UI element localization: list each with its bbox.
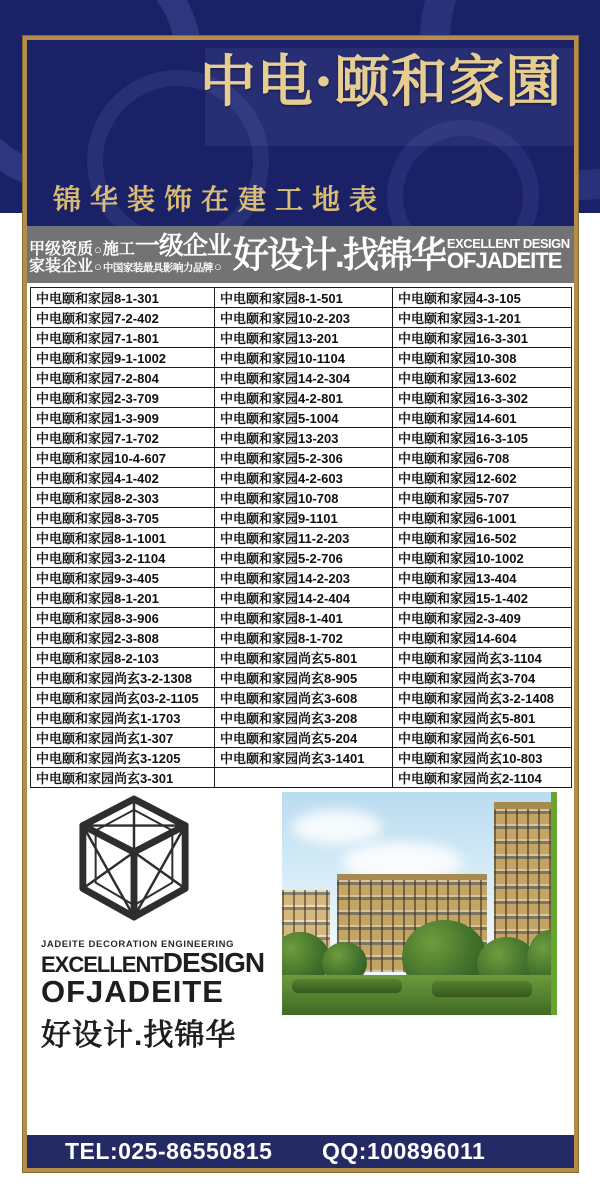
- site-table-row: [31, 648, 572, 668]
- site-cell: 中电颐和家园12-602: [393, 468, 572, 488]
- site-cell: 中电颐和家园尚玄2-1104: [393, 768, 572, 788]
- site-cell: 中电颐和家园16-502: [393, 528, 572, 548]
- slogan-en-line1: EXCELLENT DESIGN: [446, 236, 570, 251]
- site-cell: 中电颐和家园7-2-804: [31, 368, 215, 388]
- site-table: [30, 287, 572, 788]
- site-table-row: [31, 368, 572, 388]
- site-cell: 中电颐和家园10-1104: [215, 348, 393, 368]
- logo-eyebrow-text: JADEITE DECORATION ENGINEERING: [41, 939, 235, 950]
- credential-grade: 甲级资质: [29, 240, 94, 258]
- site-cell: 中电颐和家园2-3-409: [393, 608, 572, 628]
- site-cell: 中电颐和家园14-604: [393, 628, 572, 648]
- site-cell: 中电颐和家园13-203: [215, 428, 393, 448]
- site-cell: 中电颐和家园10-2-203: [215, 308, 393, 328]
- site-cell: 中电颐和家园8-1-301: [31, 288, 215, 308]
- site-cell: 中电颐和家园1-3-909: [31, 408, 215, 428]
- gold-frame: [23, 36, 578, 1172]
- site-cell: 中电颐和家园16-3-302: [393, 388, 572, 408]
- project-title: 中电·颐和家園: [199, 49, 563, 115]
- site-cell: 中电颐和家园4-1-402: [31, 468, 215, 488]
- site-table-row: [31, 628, 572, 648]
- circle-glyph: ○: [94, 241, 102, 257]
- site-cell: 中电颐和家园尚玄3-1104: [393, 648, 572, 668]
- site-cell: 中电颐和家园13-201: [215, 328, 393, 348]
- site-table-row: [31, 388, 572, 408]
- telephone-number: TEL:025-86550815: [65, 1138, 273, 1164]
- site-cell: 中电颐和家园4-2-801: [215, 388, 393, 408]
- credential-band: [27, 226, 574, 283]
- credential-home-brand: 家装企业: [29, 258, 94, 276]
- site-cell: 中电颐和家园8-1-501: [215, 288, 393, 308]
- circle-glyph: ○: [213, 259, 222, 275]
- site-cell: 中电颐和家园9-3-405: [31, 568, 215, 588]
- logo-design: DESIGN: [162, 947, 265, 978]
- site-table-row: [31, 688, 572, 708]
- site-table-row: [31, 528, 572, 548]
- site-cell: 中电颐和家园8-1-702: [215, 628, 393, 648]
- site-cell: 中电颐和家园尚玄3-2-1308: [31, 668, 215, 688]
- slogan-english: [447, 237, 570, 272]
- site-cell: 中电颐和家园14-601: [393, 408, 572, 428]
- site-cell: 中电颐和家园8-3-906: [31, 608, 215, 628]
- site-cell: 中电颐和家园8-1-401: [215, 608, 393, 628]
- logo-chinese-slogan: 好设计.找锦华: [41, 1019, 237, 1053]
- credential-text: [29, 233, 231, 276]
- site-table-row: [31, 328, 572, 348]
- site-cell: 中电颐和家园7-2-402: [31, 308, 215, 328]
- slogan-chinese: 好设计.找锦华: [232, 233, 445, 275]
- site-cell: 中电颐和家园5-2-306: [215, 448, 393, 468]
- site-cell: 中电颐和家园尚玄8-905: [215, 668, 393, 688]
- credential-influence: 中国家装最具影响力品牌: [102, 262, 213, 275]
- site-cell: 中电颐和家园5-707: [393, 488, 572, 508]
- site-cell: 中电颐和家园14-2-203: [215, 568, 393, 588]
- site-cell: 中电颐和家园7-1-702: [31, 428, 215, 448]
- site-cell: 中电颐和家园2-3-709: [31, 388, 215, 408]
- logo-en-line1: [41, 947, 265, 978]
- logo-en-line2: OFJADEITE: [41, 973, 224, 1009]
- site-table-row: [31, 708, 572, 728]
- site-cell: 中电颐和家园13-602: [393, 368, 572, 388]
- site-cell: 中电颐和家园尚玄3-608: [215, 688, 393, 708]
- slogan-en-line2: OFJADEITE: [446, 248, 562, 273]
- hedge: [432, 981, 532, 997]
- company-logo-block: [41, 793, 265, 1054]
- site-cell: 中电颐和家园6-708: [393, 448, 572, 468]
- site-table-row: [31, 568, 572, 588]
- site-cell: 中电颐和家园3-1-201: [393, 308, 572, 328]
- site-cell: 中电颐和家园尚玄3-1401: [215, 748, 393, 768]
- site-cell: 中电颐和家园尚玄10-803: [393, 748, 572, 768]
- site-table-row: [31, 768, 572, 788]
- site-table-row: [31, 488, 572, 508]
- site-cell: 中电颐和家园8-1-1001: [31, 528, 215, 548]
- site-cell: 中电颐和家园尚玄5-801: [393, 708, 572, 728]
- site-cell: 中电颐和家园6-1001: [393, 508, 572, 528]
- site-table-row: [31, 348, 572, 368]
- frame-content: [27, 40, 574, 1168]
- site-table-wrap: [30, 287, 571, 788]
- site-table-row: [31, 308, 572, 328]
- site-cell: 中电颐和家园2-3-808: [31, 628, 215, 648]
- site-cell: 中电颐和家园5-1004: [215, 408, 393, 428]
- site-cell: 中电颐和家园尚玄5-204: [215, 728, 393, 748]
- site-cell: 中电颐和家园10-1002: [393, 548, 572, 568]
- site-cell: 中电颐和家园尚玄3-704: [393, 668, 572, 688]
- site-cell: 中电颐和家园9-1-1002: [31, 348, 215, 368]
- site-cell: 中电颐和家园11-2-203: [215, 528, 393, 548]
- hedge: [292, 979, 402, 993]
- site-cell: 中电颐和家园尚玄1-307: [31, 728, 215, 748]
- site-table-row: [31, 608, 572, 628]
- site-cell: 中电颐和家园14-2-304: [215, 368, 393, 388]
- title-section: [27, 40, 574, 226]
- site-cell: 中电颐和家园4-2-603: [215, 468, 393, 488]
- site-cell: 中电颐和家园尚玄03-2-1105: [31, 688, 215, 708]
- site-cell: [215, 768, 393, 788]
- site-cell: 中电颐和家园8-2-303: [31, 488, 215, 508]
- site-cell: 中电颐和家园16-3-105: [393, 428, 572, 448]
- site-cell: 中电颐和家园13-404: [393, 568, 572, 588]
- cube-logo-icon: [75, 793, 193, 925]
- site-cell: 中电颐和家园10-4-607: [31, 448, 215, 468]
- site-cell: 中电颐和家园尚玄3-208: [215, 708, 393, 728]
- site-table-row: [31, 668, 572, 688]
- site-cell: 中电颐和家园7-1-801: [31, 328, 215, 348]
- site-cell: 中电颐和家园尚玄3-1205: [31, 748, 215, 768]
- credential-construction: 施工: [102, 240, 135, 258]
- site-cell: 中电颐和家园9-1101: [215, 508, 393, 528]
- site-cell: 中电颐和家园10-708: [215, 488, 393, 508]
- site-table-row: [31, 288, 572, 308]
- site-cell: 中电颐和家园10-308: [393, 348, 572, 368]
- qq-number: QQ:100896011: [322, 1138, 486, 1164]
- site-table-row: [31, 448, 572, 468]
- site-table-row: [31, 428, 572, 448]
- project-photo: [282, 792, 557, 1015]
- site-cell: 中电颐和家园8-3-705: [31, 508, 215, 528]
- credential-first-class: 一级企业: [134, 231, 231, 260]
- site-cell: 中电颐和家园尚玄5-801: [215, 648, 393, 668]
- site-table-row: [31, 548, 572, 568]
- site-cell: 中电颐和家园5-2-706: [215, 548, 393, 568]
- site-cell: 中电颐和家园8-1-201: [31, 588, 215, 608]
- site-table-row: [31, 468, 572, 488]
- cloud: [292, 810, 382, 844]
- site-table-row: [31, 728, 572, 748]
- site-table-row: [31, 748, 572, 768]
- list-subtitle: 锦华装饰在建工地表: [53, 183, 387, 216]
- site-cell: 中电颐和家园8-2-103: [31, 648, 215, 668]
- photo-edge-strip: [551, 792, 557, 1015]
- site-table-row: [31, 408, 572, 428]
- site-table-row: [31, 588, 572, 608]
- site-cell: 中电颐和家园14-2-404: [215, 588, 393, 608]
- site-cell: 中电颐和家园4-3-105: [393, 288, 572, 308]
- site-cell: 中电颐和家园尚玄1-1703: [31, 708, 215, 728]
- site-cell: 中电颐和家园15-1-402: [393, 588, 572, 608]
- site-cell: 中电颐和家园3-2-1104: [31, 548, 215, 568]
- site-table-row: [31, 508, 572, 528]
- site-cell: 中电颐和家园尚玄3-301: [31, 768, 215, 788]
- logo-excellent: EXCELLENT: [41, 952, 163, 977]
- contact-bar: [27, 1135, 574, 1168]
- site-cell: 中电颐和家园尚玄3-2-1408: [393, 688, 572, 708]
- site-cell: 中电颐和家园尚玄6-501: [393, 728, 572, 748]
- site-cell: 中电颐和家园16-3-301: [393, 328, 572, 348]
- circle-glyph: ○: [94, 259, 102, 275]
